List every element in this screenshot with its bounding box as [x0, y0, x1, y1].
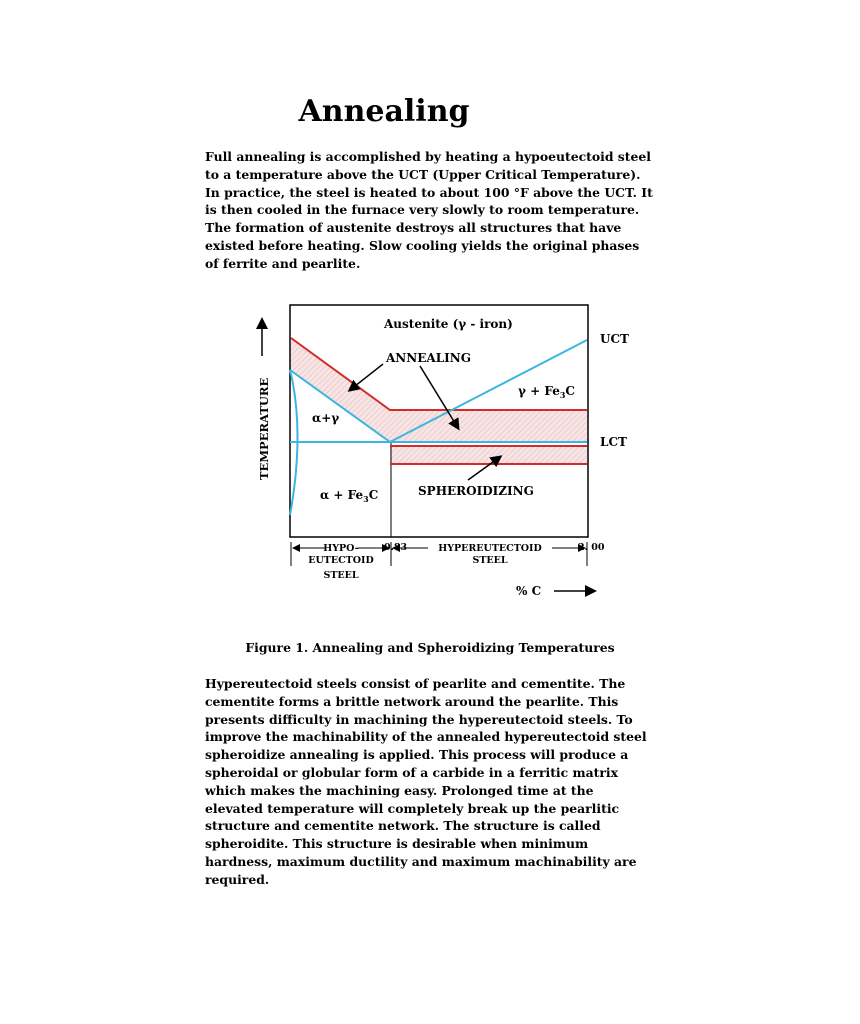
- gamma-fe3c-sub: 3: [559, 390, 566, 400]
- gamma-fe3c-label: [518, 384, 575, 400]
- diagram-svg: [250, 300, 629, 610]
- hyper-label-line1: HYPEREUTECTOID: [438, 543, 542, 554]
- hypereutectoid-paragraph: Hypereutectoid steels consist of pearlite and cementite. The cementite forms a brittle network around the pearlite. This presents difficulty in machining the hypereutectoid steels. To improve the machinability of the annealed hypereutectoid steel spheroidize annealing is applied. This process will produce a spheroidal or globular form of a carbide in a ferritic matrix which makes the machining easy. Prolonged time at the elevated temperature will completely break up the pearlitic structure and cementite network. The structure is called spheroidite. This structure is desirable when minimum hardness, maximum ductility and maximum machinability are required.: [205, 676, 647, 887]
- x-tick-200: 2. 00: [578, 542, 605, 553]
- spheroidizing-band: [390, 446, 587, 463]
- alpha-fe3c-label-a: α + Fe: [320, 488, 364, 502]
- annealing-arrow-left: [350, 364, 383, 390]
- gamma-fe3c-label-a: γ + Fe: [518, 384, 560, 398]
- alpha-fe3c-sub: 3: [363, 494, 369, 504]
- page-title: Annealing: [298, 94, 470, 129]
- figure-caption: Figure 1. Annealing and Spheroidizing Temperatures: [245, 640, 615, 655]
- annealing-diagram: [250, 300, 629, 610]
- annealing-label: ANNEALING: [386, 351, 471, 365]
- carbon-axis-label: % C: [516, 584, 542, 598]
- hypo-label-line3: STEEL: [323, 570, 359, 581]
- annealing-band-left: [291, 338, 390, 442]
- alpha-fe3c-label-b: C: [368, 488, 379, 502]
- temperature-label: TEMPERATURE: [257, 377, 271, 480]
- alpha-gamma-label: α+γ: [312, 411, 340, 425]
- hyper-label-line2: STEEL: [472, 555, 508, 566]
- spheroidizing-label: SPHEROIDIZING: [418, 484, 534, 498]
- lct-label: LCT: [600, 435, 627, 449]
- hypo-label-line1: HYPO-: [323, 543, 359, 554]
- uct-label: UCT: [600, 332, 629, 346]
- alpha-fe3c-label: [320, 488, 378, 504]
- x-tick-083: 0.83: [384, 542, 408, 553]
- intro-paragraph: Full annealing is accomplished by heating a hypoeutectoid steel to a temperature above the UCT (Upper Critical Temperature). In practice, the steel is heated to about 100 °F above the UCT. It is then cooled in the furnace very slowly to room temperature. The formation of austenite destroys all structures that have existed before heating. Slow cooling yields the original phases of ferrite and pearlite.: [205, 149, 653, 271]
- gamma-fe3c-label-b: C: [565, 384, 575, 398]
- austenite-label: Austenite (γ - iron): [384, 317, 513, 331]
- hypo-label-line2: EUTECTOID: [308, 555, 374, 566]
